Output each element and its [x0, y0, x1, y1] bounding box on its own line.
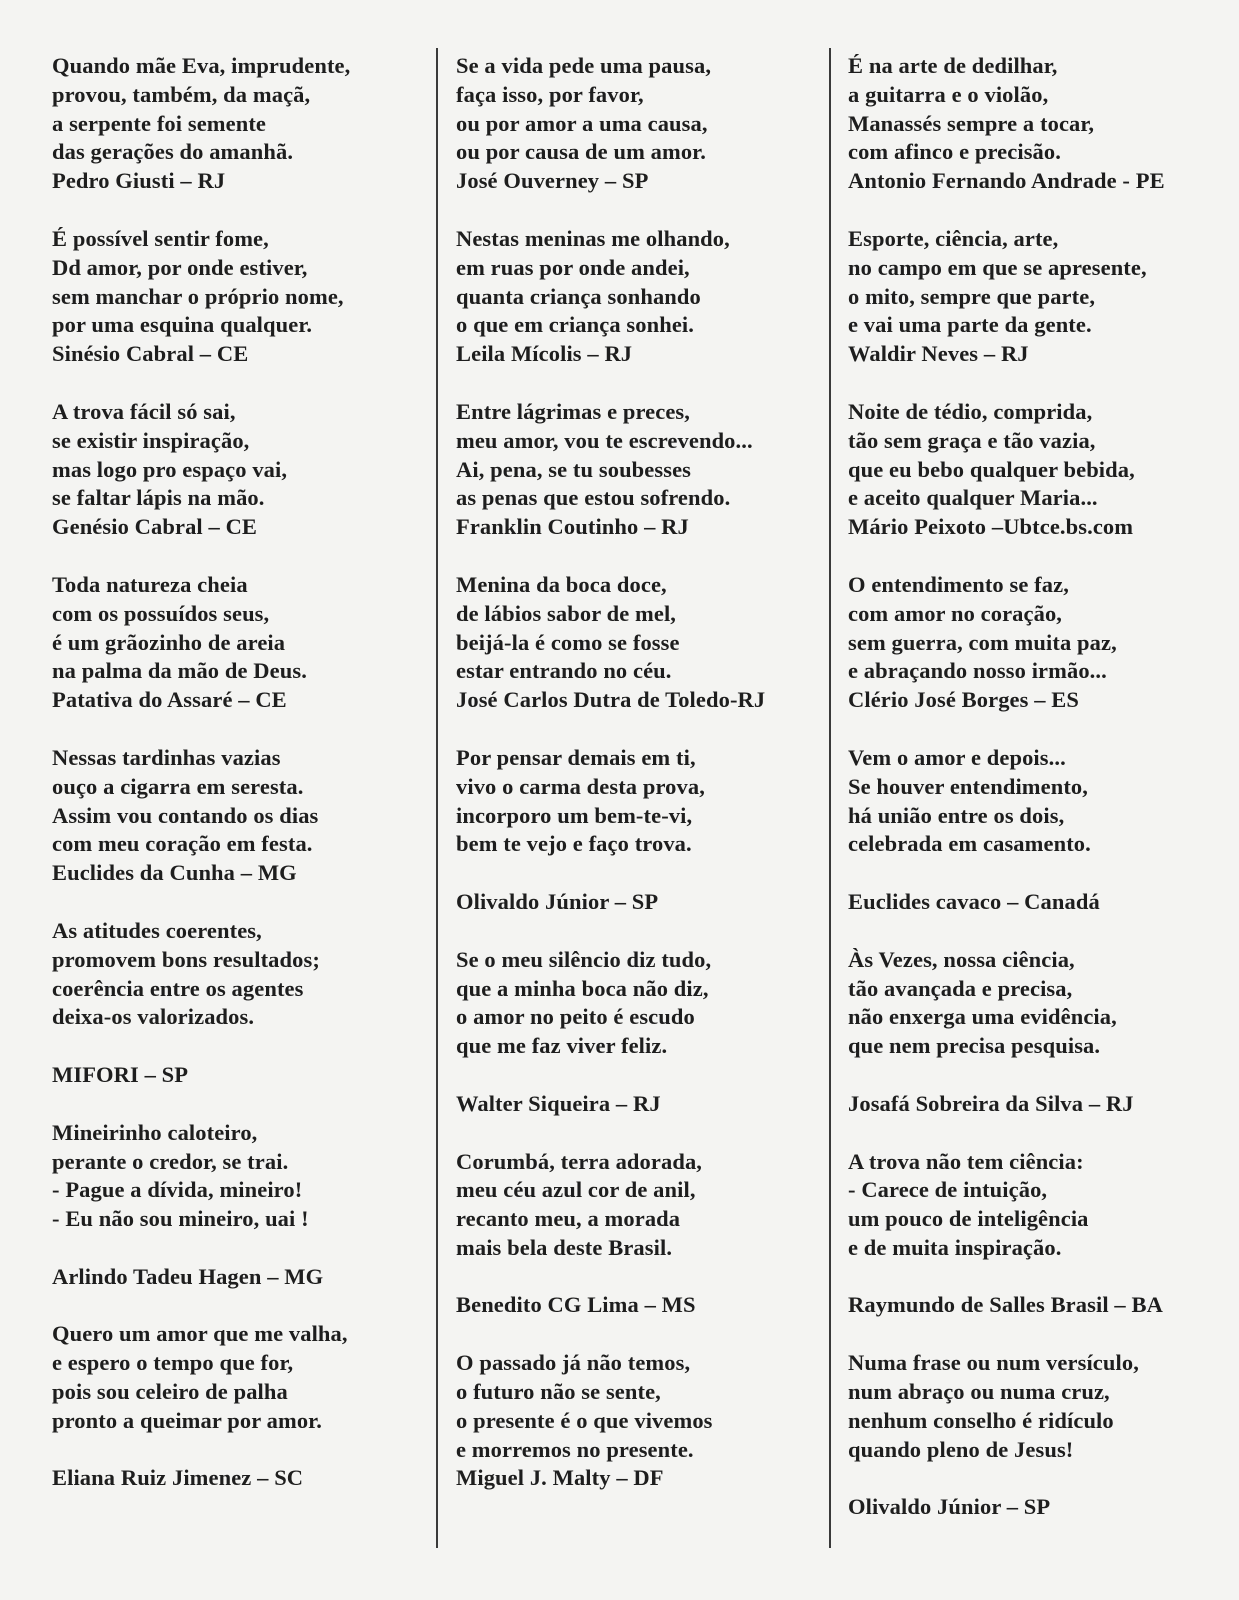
trova-poem	[52, 744, 432, 888]
poem-author: Pedro Giusti – RJ	[52, 168, 226, 194]
column-3	[848, 52, 1233, 1551]
poem-line: meu céu azul cor de anil,	[456, 1177, 696, 1203]
trova-poem	[456, 1349, 831, 1493]
poem-line: um pouco de inteligência	[848, 1206, 1089, 1232]
poem-line: quanta criança sonhando	[456, 283, 701, 309]
poem-spacer	[456, 1061, 831, 1090]
poem-spacer	[848, 1263, 1233, 1292]
poem-line: O entendimento se faz,	[848, 571, 1069, 597]
poem-line: e abraçando nosso irmão...	[848, 658, 1107, 684]
poem-line: se existir inspiração,	[52, 427, 250, 453]
poem-line: A trova fácil só sai,	[52, 398, 236, 424]
poem-line: estar entrando no céu.	[456, 658, 672, 684]
poem-line: que nem precisa pesquisa.	[848, 1033, 1101, 1059]
poem-line: Dd amor, por onde estiver,	[52, 254, 308, 280]
poem-line: tão avançada e precisa,	[848, 975, 1073, 1001]
poem-line: num abraço ou numa cruz,	[848, 1379, 1110, 1405]
poem-line: Se o meu silêncio diz tudo,	[456, 946, 712, 972]
trova-poem	[52, 917, 432, 1090]
poem-author: Euclides cavaco – Canadá	[848, 888, 1100, 914]
poem-line: Noite de tédio, comprida,	[848, 398, 1093, 424]
poem-line: incorporo um bem-te-vi,	[456, 802, 693, 828]
poem-line: quando pleno de Jesus!	[848, 1436, 1074, 1462]
poem-line: o mito, sempre que parte,	[848, 283, 1096, 309]
poem-author: Eliana Ruiz Jimenez – SC	[52, 1465, 304, 1491]
poem-line: com afinco e precisão.	[848, 139, 1061, 165]
trova-poem	[848, 1349, 1233, 1522]
trova-poem	[52, 1119, 432, 1292]
trova-poem	[52, 398, 432, 542]
poem-spacer	[848, 1061, 1233, 1090]
poem-line: que me faz viver feliz.	[456, 1033, 668, 1059]
poem-line: nenhum conselho é ridículo	[848, 1407, 1114, 1433]
poem-line: pronto a queimar por amor.	[52, 1407, 322, 1433]
poem-line: coerência entre os agentes	[52, 975, 304, 1001]
poem-author: MIFORI – SP	[52, 1061, 189, 1087]
poem-line: Manassés sempre a tocar,	[848, 110, 1095, 136]
poem-line: de lábios sabor de mel,	[456, 600, 677, 626]
poem-line: o presente é o que vivemos	[456, 1407, 713, 1433]
poem-author: Mário Peixoto –Ubtce.bs.com	[848, 514, 1134, 540]
poem-line: a serpente foi semente	[52, 110, 267, 136]
poem-author: Genésio Cabral – CE	[52, 514, 258, 540]
poem-line: mas logo pro espaço vai,	[52, 456, 288, 482]
trova-poem	[456, 225, 831, 369]
poem-line: que a minha boca não diz,	[456, 975, 709, 1001]
poem-spacer	[848, 859, 1233, 888]
poem-line: o futuro não se sente,	[456, 1379, 661, 1405]
poem-author: Euclides da Cunha – MG	[52, 860, 297, 886]
poem-line: deixa-os valorizados.	[52, 1004, 255, 1030]
poem-spacer	[52, 1032, 432, 1061]
poem-line: em ruas por onde andei,	[456, 254, 690, 280]
poem-line: por uma esquina qualquer.	[52, 312, 313, 338]
poem-line: Se houver entendimento,	[848, 773, 1089, 799]
poem-line: - Carece de intuição,	[848, 1177, 1048, 1203]
poem-line: - Pague a dívida, mineiro!	[52, 1177, 303, 1203]
trova-poem	[848, 744, 1233, 917]
trova-poem	[52, 225, 432, 369]
poem-line: há união entre os dois,	[848, 802, 1065, 828]
poem-line: Por pensar demais em ti,	[456, 744, 696, 770]
poem-line: Ai, pena, se tu soubesses	[456, 456, 692, 482]
poem-line: perante o credor, se trai.	[52, 1148, 289, 1174]
poem-line: celebrada em casamento.	[848, 831, 1091, 857]
poem-author: Sinésio Cabral – CE	[52, 341, 249, 367]
poem-line: e espero o tempo que for,	[52, 1350, 294, 1376]
poem-line: Toda natureza cheia	[52, 571, 248, 597]
poem-line: ouço a cigarra em seresta.	[52, 773, 304, 799]
trova-poem	[848, 398, 1233, 542]
poem-line: Se a vida pede uma pausa,	[456, 53, 712, 78]
poem-line: e de muita inspiração.	[848, 1234, 1062, 1260]
poem-line: o que em criança sonhei.	[456, 312, 695, 338]
trova-poem	[456, 946, 831, 1119]
poem-line: Nessas tardinhas vazias	[52, 744, 281, 770]
trova-poem	[52, 52, 432, 196]
poem-line: Numa frase ou num versículo,	[848, 1350, 1139, 1376]
poem-spacer	[848, 1464, 1233, 1493]
poem-line: no campo em que se apresente,	[848, 254, 1147, 280]
trova-poem	[848, 571, 1233, 715]
poem-line: com os possuídos seus,	[52, 600, 270, 626]
poem-line: Quando mãe Eva, imprudente,	[52, 53, 351, 78]
poem-line: Assim vou contando os dias	[52, 802, 319, 828]
poem-line: bem te vejo e faço trova.	[456, 831, 692, 857]
column-divider	[436, 48, 438, 1548]
trova-poem	[52, 1320, 432, 1493]
poem-line: o amor no peito é escudo	[456, 1004, 695, 1030]
trova-poem	[848, 52, 1233, 196]
poem-line: Corumbá, terra adorada,	[456, 1148, 703, 1174]
poem-spacer	[456, 859, 831, 888]
poem-author: Walter Siqueira – RJ	[456, 1090, 661, 1116]
poem-line: As atitudes coerentes,	[52, 917, 262, 943]
poem-line: Vem o amor e depois...	[848, 744, 1066, 770]
poem-line: e vai uma parte da gente.	[848, 312, 1092, 338]
poem-line: - Eu não sou mineiro, uai !	[52, 1206, 309, 1232]
poem-line: não enxerga uma evidência,	[848, 1004, 1117, 1030]
poem-author: Benedito CG Lima – MS	[456, 1292, 696, 1318]
column-1	[52, 52, 432, 1522]
trova-poem	[456, 52, 831, 196]
poem-author: Arlindo Tadeu Hagen – MG	[52, 1263, 324, 1289]
poem-line: tão sem graça e tão vazia,	[848, 427, 1096, 453]
poem-line: ou por causa de um amor.	[456, 139, 706, 165]
poem-line: das gerações do amanhã.	[52, 139, 294, 165]
poem-line: meu amor, vou te escrevendo...	[456, 427, 753, 453]
trova-poem	[848, 225, 1233, 369]
poem-line: se faltar lápis na mão.	[52, 485, 265, 511]
poem-spacer	[456, 1263, 831, 1292]
poem-line: ou por amor a uma causa,	[456, 110, 708, 136]
poem-author: Clério José Borges – ES	[848, 687, 1080, 713]
trova-poem	[848, 946, 1233, 1119]
poem-author: Franklin Coutinho – RJ	[456, 514, 689, 540]
poem-author: Waldir Neves – RJ	[848, 341, 1029, 367]
poem-line: Esporte, ciência, arte,	[848, 225, 1059, 251]
poem-author: Miguel J. Malty – DF	[456, 1465, 664, 1491]
poem-line: e morremos no presente.	[456, 1436, 694, 1462]
poem-line: e aceito qualquer Maria...	[848, 485, 1098, 511]
poem-line: Mineirinho caloteiro,	[52, 1119, 258, 1145]
trova-poem	[52, 571, 432, 715]
poem-line: É possível sentir fome,	[52, 225, 269, 251]
poem-line: Entre lágrimas e preces,	[456, 398, 691, 424]
poem-line: provou, também, da maçã,	[52, 81, 311, 107]
poem-line: vivo o carma desta prova,	[456, 773, 705, 799]
poem-line: com meu coração em festa.	[52, 831, 313, 857]
poem-author: José Ouverney – SP	[456, 168, 649, 194]
poem-line: Nestas meninas me olhando,	[456, 225, 730, 251]
poem-line: Quero um amor que me valha,	[52, 1321, 348, 1347]
trova-poem	[456, 398, 831, 542]
poem-line: faça isso, por favor,	[456, 81, 644, 107]
trova-poem	[456, 744, 831, 917]
poem-line: sem guerra, com muita paz,	[848, 629, 1117, 655]
poem-line: A trova não tem ciência:	[848, 1148, 1084, 1174]
poem-author: Olivaldo Júnior – SP	[848, 1494, 1051, 1520]
poem-author: José Carlos Dutra de Toledo-RJ	[456, 687, 766, 713]
column-2	[456, 52, 831, 1522]
poem-spacer	[52, 1234, 432, 1263]
poem-line: sem manchar o próprio nome,	[52, 283, 344, 309]
poem-author: Olivaldo Júnior – SP	[456, 888, 659, 914]
trova-poem	[456, 1148, 831, 1321]
poem-line: mais bela deste Brasil.	[456, 1234, 673, 1260]
poem-line: beijá-la é como se fosse	[456, 629, 680, 655]
poem-line: recanto meu, a morada	[456, 1206, 681, 1232]
poem-line: O passado já não temos,	[456, 1350, 691, 1376]
poem-line: É na arte de dedilhar,	[848, 53, 1058, 78]
poem-line: promovem bons resultados;	[52, 946, 320, 972]
poem-line: na palma da mão de Deus.	[52, 658, 307, 684]
trova-poem	[848, 1148, 1233, 1321]
poem-line: Menina da boca doce,	[456, 571, 667, 597]
poem-author: Josafá Sobreira da Silva – RJ	[848, 1090, 1134, 1116]
poem-author: Antonio Fernando Andrade - PE	[848, 168, 1165, 194]
poem-author: Leila Mícolis – RJ	[456, 341, 633, 367]
poem-line: Às Vezes, nossa ciência,	[848, 946, 1075, 972]
poem-line: que eu bebo qualquer bebida,	[848, 456, 1135, 482]
poem-line: com amor no coração,	[848, 600, 1063, 626]
trova-poem	[456, 571, 831, 715]
poem-author: Patativa do Assaré – CE	[52, 687, 287, 713]
poem-author: Raymundo de Salles Brasil – BA	[848, 1292, 1163, 1318]
poem-line: as penas que estou sofrendo.	[456, 485, 731, 511]
poem-spacer	[52, 1436, 432, 1465]
poem-line: é um grãozinho de areia	[52, 629, 286, 655]
poem-line: a guitarra e o violão,	[848, 81, 1049, 107]
poem-line: pois sou celeiro de palha	[52, 1379, 288, 1405]
